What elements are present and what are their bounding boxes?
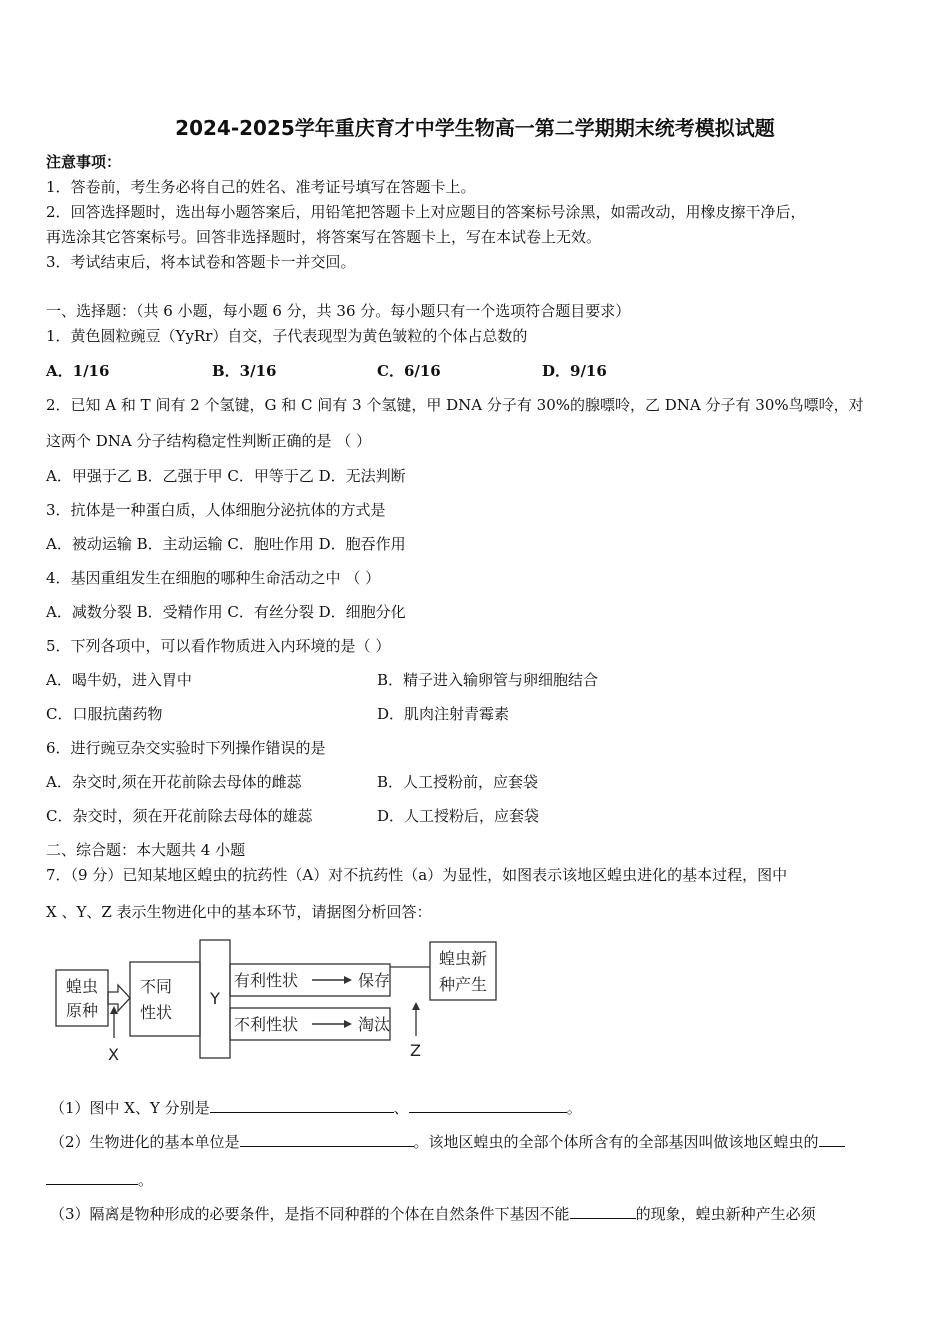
answer-blank[interactable] <box>240 1130 414 1147</box>
sub2-text: （2）生物进化的基本单位是 <box>50 1133 240 1151</box>
option-b: B．精子进入输卵管与卵细胞结合 <box>377 671 599 689</box>
question-stem: 5．下列各项中，可以看作物质进入内环境的是（ ） <box>46 637 391 655</box>
evolution-diagram <box>50 932 510 1072</box>
subquestion-3 <box>50 1202 816 1224</box>
traits-box <box>130 962 200 1036</box>
question-stem: 这两个 DNA 分子结构稳定性判断正确的是 （ ） <box>46 432 372 450</box>
sub1-text: （1）图中 X、Y 分别是 <box>50 1099 210 1117</box>
question-stem: 3．抗体是一种蛋白质，人体细胞分泌抗体的方式是 <box>46 501 386 519</box>
answer-blank[interactable] <box>570 1202 636 1219</box>
option-d: D．人工授粉后，应套袋 <box>377 807 540 825</box>
option-b: B．人工授粉前，应套袋 <box>377 773 539 791</box>
box4-line2: 种产生 <box>438 975 488 994</box>
y-label: Y <box>210 989 220 1008</box>
question-stem: 7．（9 分）已知某地区蝗虫的抗药性（A）对不抗药性（a）为显性，如图表示该地区蝗虫进化的基本过程，图中 <box>46 866 788 884</box>
keep-label: 保存 <box>358 971 391 990</box>
option-d: D．肌肉注射青霉素 <box>377 705 510 723</box>
answer-blank[interactable] <box>409 1096 567 1113</box>
option-a: A．喝牛奶，进入胃中 <box>46 671 192 689</box>
answer-blank[interactable] <box>819 1130 845 1147</box>
option-c: C．口服抗菌药物 <box>46 705 163 723</box>
question-options: A．甲强于乙 B．乙强于甲 C．甲等于乙 D．无法判断 <box>46 467 406 485</box>
sub1-end: 。 <box>566 1099 582 1117</box>
option-a: A．1/16 <box>46 362 110 380</box>
subquestion-2 <box>50 1130 845 1152</box>
box2-line2: 性状 <box>139 1003 173 1022</box>
option-c: C．杂交时，须在开花前除去母体的雄蕊 <box>46 807 313 825</box>
box2-line1: 不同 <box>139 977 173 996</box>
z-label: Z <box>410 1041 421 1060</box>
option-d: D．9/16 <box>542 362 607 380</box>
eliminate-label: 淘汰 <box>358 1015 391 1034</box>
option-b: B．3/16 <box>212 362 277 380</box>
x-label: X <box>108 1045 119 1064</box>
question-stem: 2．已知 A 和 T 间有 2 个氢键，G 和 C 间有 3 个氢键，甲 DNA 分子有 30%的腺嘌呤，乙 DNA 分子有 30%鸟嘌呤，对 <box>46 396 864 414</box>
option-c: C．6/16 <box>377 362 441 380</box>
box1-line1: 蝗虫 <box>65 977 99 996</box>
answer-blank[interactable] <box>210 1096 394 1113</box>
section-heading: 一、选择题：（共 6 小题，每小题 6 分，共 36 分。每小题只有一个选项符合题目要求） <box>46 302 631 320</box>
sub2-end: 。 <box>138 1171 154 1189</box>
favorable-label: 有利性状 <box>234 971 299 990</box>
box1-line2: 原种 <box>65 1001 99 1020</box>
notice-item: 2．回答选择题时，选出每小题答案后，用铅笔把答题卡上对应题目的答案标号涂黑，如需改动，用橡皮擦干净后， <box>46 203 806 221</box>
subquestion-1 <box>50 1096 582 1118</box>
unfavorable-label: 不利性状 <box>234 1015 299 1034</box>
question-stem: 6．进行豌豆杂交实验时下列操作错误的是 <box>46 739 326 757</box>
answer-blank[interactable] <box>46 1168 138 1185</box>
box4-line1: 蝗虫新 <box>438 949 488 968</box>
notice-heading: 注意事项： <box>46 153 122 171</box>
question-options: A．减数分裂 B．受精作用 C．有丝分裂 D．细胞分化 <box>46 603 406 621</box>
notice-item: 再选涂其它答案标号。回答非选择题时，将答案写在答题卡上，写在本试卷上无效。 <box>46 228 602 246</box>
section-heading: 二、综合题：本大题共 4 小题 <box>46 841 246 859</box>
sub3-text: （3）隔离是物种形成的必要条件，是指不同种群的个体在自然条件下基因不能 <box>50 1205 570 1223</box>
hollow-arrow <box>108 985 130 1011</box>
question-stem: X 、Y、Z 表示生物进化中的基本环节，请据图分析回答： <box>46 903 432 921</box>
option-a: A．杂交时,须在开花前除去母体的雌蕊 <box>46 773 302 791</box>
question-stem: 4．基因重组发生在细胞的哪种生命活动之中 （ ） <box>46 569 381 587</box>
notice-item: 3．考试结束后，将本试卷和答题卡一并交回。 <box>46 253 356 271</box>
notice-item: 1．答卷前，考生务必将自己的姓名、准考证号填写在答题卡上。 <box>46 178 476 196</box>
sub1-sep: 、 <box>393 1099 409 1117</box>
question-stem: 1．黄色圆粒豌豆（YyRr）自交，子代表现型为黄色皱粒的个体占总数的 <box>46 327 528 345</box>
sub3-text-b: 的现象，蝗虫新种产生必须 <box>635 1205 816 1223</box>
page-title: 2024-2025学年重庆育才中学生物高一第二学期期末统考模拟试题 <box>175 116 775 140</box>
question-options: A．被动运输 B．主动运输 C．胞吐作用 D．胞吞作用 <box>46 535 406 553</box>
sub2-text-b: 。该地区蝗虫的全部个体所含有的全部基因叫做该地区蝗虫的 <box>413 1133 819 1151</box>
subquestion-2-cont <box>46 1168 153 1190</box>
